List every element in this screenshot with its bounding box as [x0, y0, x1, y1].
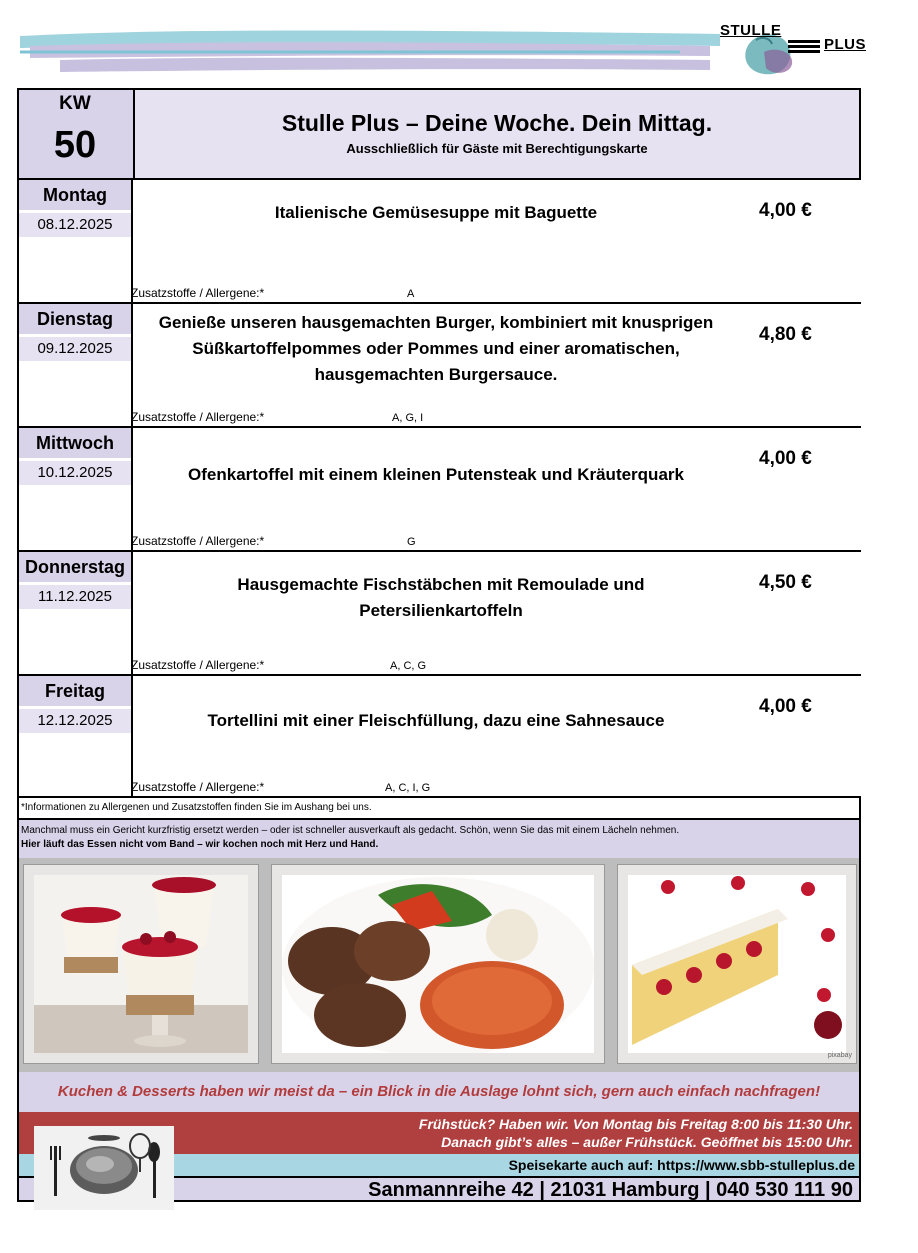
photo-credit: pixabay — [827, 1052, 852, 1059]
allergen-codes: G — [407, 536, 416, 548]
day-date: 08.12.2025 — [19, 213, 131, 237]
meatballs-rice-photo — [271, 864, 605, 1064]
plate-cutlery-image — [34, 1126, 174, 1210]
day-date: 10.12.2025 — [19, 461, 131, 485]
day-row-wednesday — [17, 426, 861, 550]
dessert-glasses-photo — [23, 864, 259, 1064]
allergen-codes: A, C, G — [390, 660, 427, 672]
menu-header — [17, 88, 861, 178]
day-column — [17, 428, 133, 550]
day-name: Mittwoch — [19, 428, 131, 458]
dish-price: 4,00 € — [759, 448, 812, 469]
dish-text: Hausgemachte Fischstäbchen mit Remoulade und Petersilienkartoffeln — [237, 575, 645, 620]
day-column — [17, 676, 133, 796]
day-column — [17, 552, 133, 674]
meatballs-rice-image — [282, 875, 594, 1053]
day-row-thursday — [17, 550, 861, 674]
breakfast-line-1: Frühstück? Haben wir. Von Montag bis Freitag 8:00 bis 11:30 Uhr. — [418, 1116, 853, 1132]
dessert-glasses-image — [34, 875, 248, 1053]
breakfast-line-2: Danach gibt’s alles – außer Frühstück. Geöffnet bis 15:00 Uhr. — [441, 1134, 853, 1150]
allergen-codes: A, C, I, G — [385, 782, 431, 794]
dish-text: Ofenkartoffel mit einem kleinen Putensteak und Kräuterquark — [188, 465, 684, 484]
brush-stroke-decoration — [20, 26, 720, 76]
dish-price: 4,50 € — [759, 572, 812, 593]
day-column — [17, 180, 133, 302]
title-area — [135, 90, 859, 178]
dish-price: 4,00 € — [759, 696, 812, 717]
day-row-monday — [17, 178, 861, 302]
allergen-label: Zusatzstoffe / Allergene:* — [131, 780, 265, 794]
dish-text: Italienische Gemüsesuppe mit Baguette — [274, 203, 598, 222]
dish-price: 4,80 € — [759, 324, 812, 345]
food-photos-strip — [17, 858, 861, 1072]
stulle-plus-logo — [716, 12, 866, 80]
dish-price: 4,00 € — [759, 200, 812, 221]
kw-label: KW — [59, 93, 91, 114]
dish-text: Tortellini mit einer Fleischfüllung, dazu eine Sahnesauce — [207, 711, 665, 730]
day-column — [17, 304, 133, 426]
replacement-note — [17, 820, 861, 858]
page-subtitle: Ausschließlich für Gäste mit Berechtigungskarte — [346, 141, 648, 156]
allergen-label: Zusatzstoffe / Allergene:* — [131, 658, 265, 672]
website-bar: Speisekarte auch auf: https://www.sbb-stulleplus.de — [17, 1154, 861, 1176]
dish-text: Genieße unseren hausgemachten Burger, kombiniert mit knusprigen Süßkartoffelpommes oder Pommes und einer aromatischen, hausgemachten Burgersauce. — [158, 313, 714, 384]
logo-text-plus: PLUS — [824, 36, 867, 53]
cherry-cake-photo — [617, 864, 857, 1064]
cherry-cake-image — [628, 875, 846, 1053]
allergen-label: Zusatzstoffe / Allergene:* — [131, 286, 265, 300]
plate-cutlery-icon — [34, 1126, 174, 1210]
kw-box — [19, 90, 135, 178]
desserts-note: Kuchen & Desserts haben wir meist da – ein Blick in die Auslage lohnt sich, gern auch einfach nachfragen! — [17, 1072, 861, 1112]
allergen-info-note: *Informationen zu Allergenen und Zusatzstoffen finden Sie im Aushang bei uns. — [17, 796, 861, 820]
day-date: 12.12.2025 — [19, 709, 131, 733]
replacement-note-text: Manchmal muss ein Gericht kurzfristig ersetzt werden – oder ist schneller ausverkauft als gedacht. Schön, wenn Sie das mit einem Lächeln nehmen. — [21, 825, 680, 836]
handmade-note-text: Hier läuft das Essen nicht vom Band – wir kochen noch mit Herz und Hand. — [21, 839, 379, 850]
day-row-tuesday — [17, 302, 861, 426]
day-row-friday — [17, 674, 861, 796]
kw-number: 50 — [53, 124, 97, 166]
menu-sheet — [17, 88, 861, 1202]
day-name: Dienstag — [19, 304, 131, 334]
day-date: 11.12.2025 — [19, 585, 131, 609]
address-bar: Sanmannreihe 42 | 21031 Hamburg | 040 530 111 90 — [17, 1176, 861, 1202]
day-name: Freitag — [19, 676, 131, 706]
day-name: Donnerstag — [19, 552, 131, 582]
logo-text-stulle: STULLE — [720, 22, 782, 39]
allergen-codes: A, G, I — [392, 412, 424, 424]
allergen-label: Zusatzstoffe / Allergene:* — [131, 410, 265, 424]
allergen-label: Zusatzstoffe / Allergene:* — [131, 534, 265, 548]
allergen-codes: A — [407, 288, 415, 300]
day-date: 09.12.2025 — [19, 337, 131, 361]
day-name: Montag — [19, 180, 131, 210]
page-title: Stulle Plus – Deine Woche. Dein Mittag. — [281, 110, 713, 136]
